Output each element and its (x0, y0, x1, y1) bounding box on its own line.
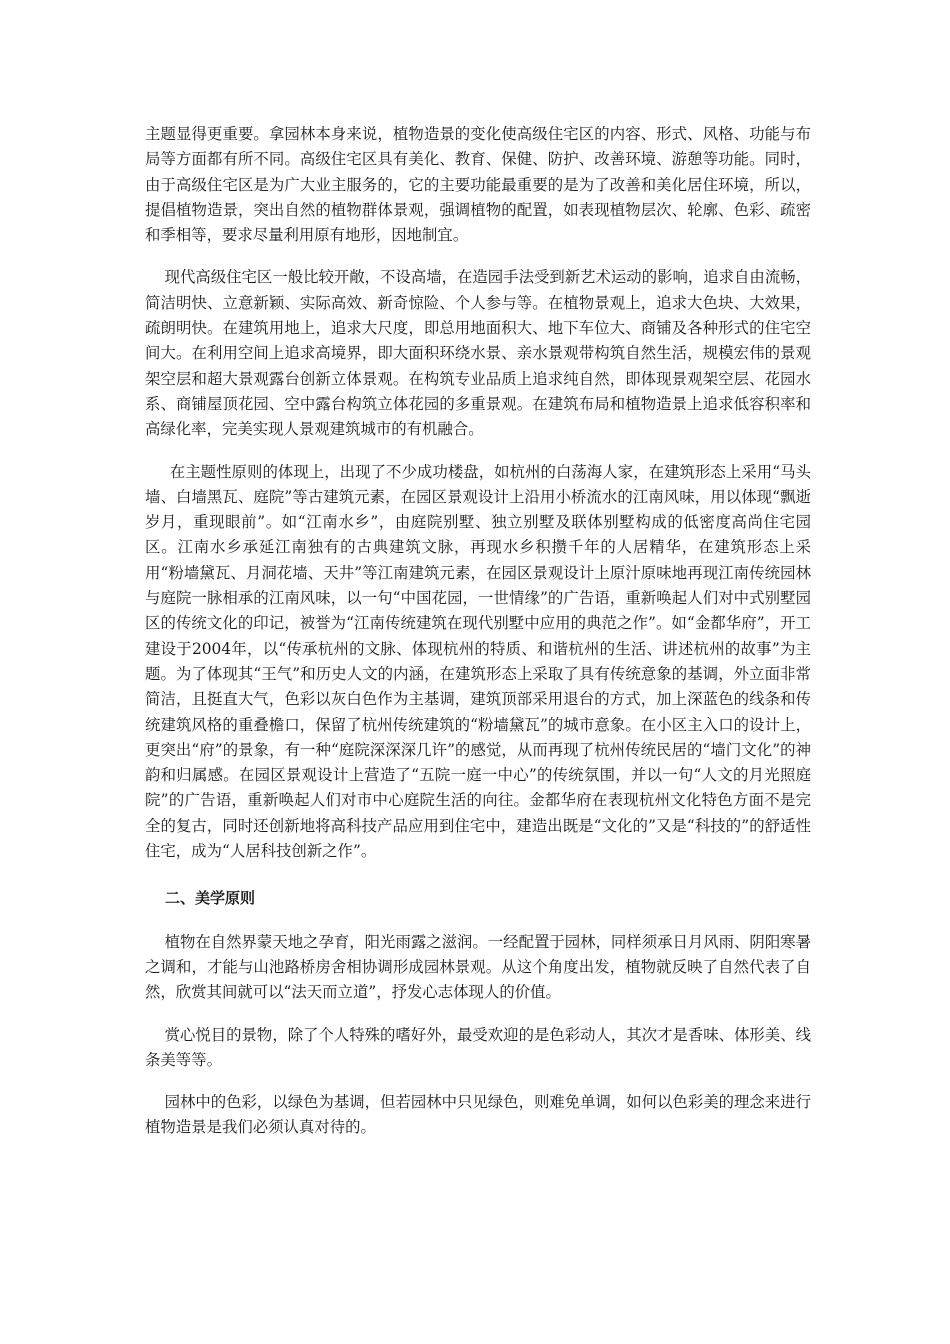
paragraph-theme-examples: 在主题性原则的体现上，出现了不少成功楼盘，如杭州的白荡海人家，在建筑形态上采用“马头墙、白墙黑瓦、庭院”等古建筑元素，在园区景观设计上沿用小桥流水的江南风味，用以体现“飘逝岁月，重现眼前”。如“江南水乡”，由庭院别墅、独立别墅及联体别墅构成的低密度高尚住宅园区。江南水乡承延江南独有的古典建筑文脉，再现水乡积攒千年的人居精华，在建筑形态上采用“粉墙黛瓦、月洞花墙、天井”等江南建筑元素，在园区景观设计上原汁原味地再现江南传统园林与庭院一脉相承的江南风味，以一句“中国花园，一世情缘”的广告语，重新唤起人们对中式别墅园区的传统文化的印记，被誉为“江南传统建筑在现代别墅中应用的典范之作”。如“金都华府”，开工建设于2004年，以“传承杭州的文脉、体现杭州的特质、和谐杭州的生活、讲述杭州的故事”为主题。为了体现其“王气”和历史人文的内涵，在建筑形态上采取了具有传统意象的基调，外立面非常简洁，且挺直大气，色彩以灰白色作为主基调，建筑顶部采用退台的方式，加上深蓝色的线条和传统建筑风格的重叠檐口，保留了杭州传统建筑的“粉墙黛瓦”的城市意象。在小区主入口的设计上，更突出“府”的景象，有一种“庭院深深深几许”的感觉，从而再现了杭州传统民居的“墙门文化”的神韵和归属感。在园区景观设计上营造了“五院一庭一中心”的传统氛围，并以一句“人文的月光照庭院”的广告语，重新唤起人们对市中心庭院生活的向往。金都华府在表现杭州文化特色方面不是完全的复古，同时还创新地将高科技产品应用到住宅中，建造出既是“文化的”又是“科技的”的舒适性住宅，成为“人居科技创新之作”。 (145, 462, 811, 861)
paragraph-theme-importance: 主题显得更重要。拿园林本身来说，植物造景的变化使高级住宅区的内容、形式、风格、功能与布局等方面都有所不同。高级住宅区具有美化、教育、保健、防护、改善环境、游憩等功能。同时，由于高级住宅区是为广大业主服务的，它的主要功能最重要的是为了改善和美化居住环境，所以，提倡植物造景，突出自然的植物群体景观，强调植物的配置，如表现植物层次、轮廓、色彩、疏密和季相等，要求尽量利用原有地形，因地制宜。 (145, 125, 811, 245)
paragraph-plants-nature: 植物在自然界蒙天地之孕育，阳光雨露之滋润。一经配置于园林，同样须承日月风雨、阴阳寒暑之调和，才能与山池路桥房舍相协调形成园林景观。从这个角度出发，植物就反映了自然代表了自然，欣赏其间就可以“法天而立道”，抒发心志体现人的价值。 (145, 932, 811, 1002)
paragraph-modern-residential: 现代高级住宅区一般比较开敞，不设高墙，在造园手法受到新艺术运动的影响，追求自由流畅，简洁明快、立意新颖、实际高效、新奇惊险、个人参与等。在植物景观上，追求大色块、大效果，疏朗明快。在建筑用地上，追求大尺度，即总用地面积大、地下车位大、商铺及各种形式的住宅空间大。在利用空间上追求高境界，即大面积环绕水景、亲水景观带构筑自然生活，规模宏伟的景观架空层和超大景观露台创新立体景观。在构筑专业品质上追求纯自然，即体现景观架空层、花园水系、商铺屋顶花园、空中露台构筑立体花园的多重景观。在建筑布局和植物造景上追求低容积率和高绿化率，完美实现人景观建筑城市的有机融合。 (145, 268, 811, 439)
paragraph-pleasing-scenery: 赏心悦目的景物，除了个人特殊的嗜好外，最受欢迎的是色彩动人，其次才是香味、体形美、线条美等等。 (145, 1025, 811, 1069)
paragraph-garden-colors: 园林中的色彩，以绿色为基调，但若园林中只见绿色，则难免单调，如何以色彩美的理念来进行植物造景是我们必须认真对待的。 (145, 1093, 811, 1137)
document-page (145, 122, 811, 1158)
section-heading: 二、美学原则 (165, 889, 256, 908)
